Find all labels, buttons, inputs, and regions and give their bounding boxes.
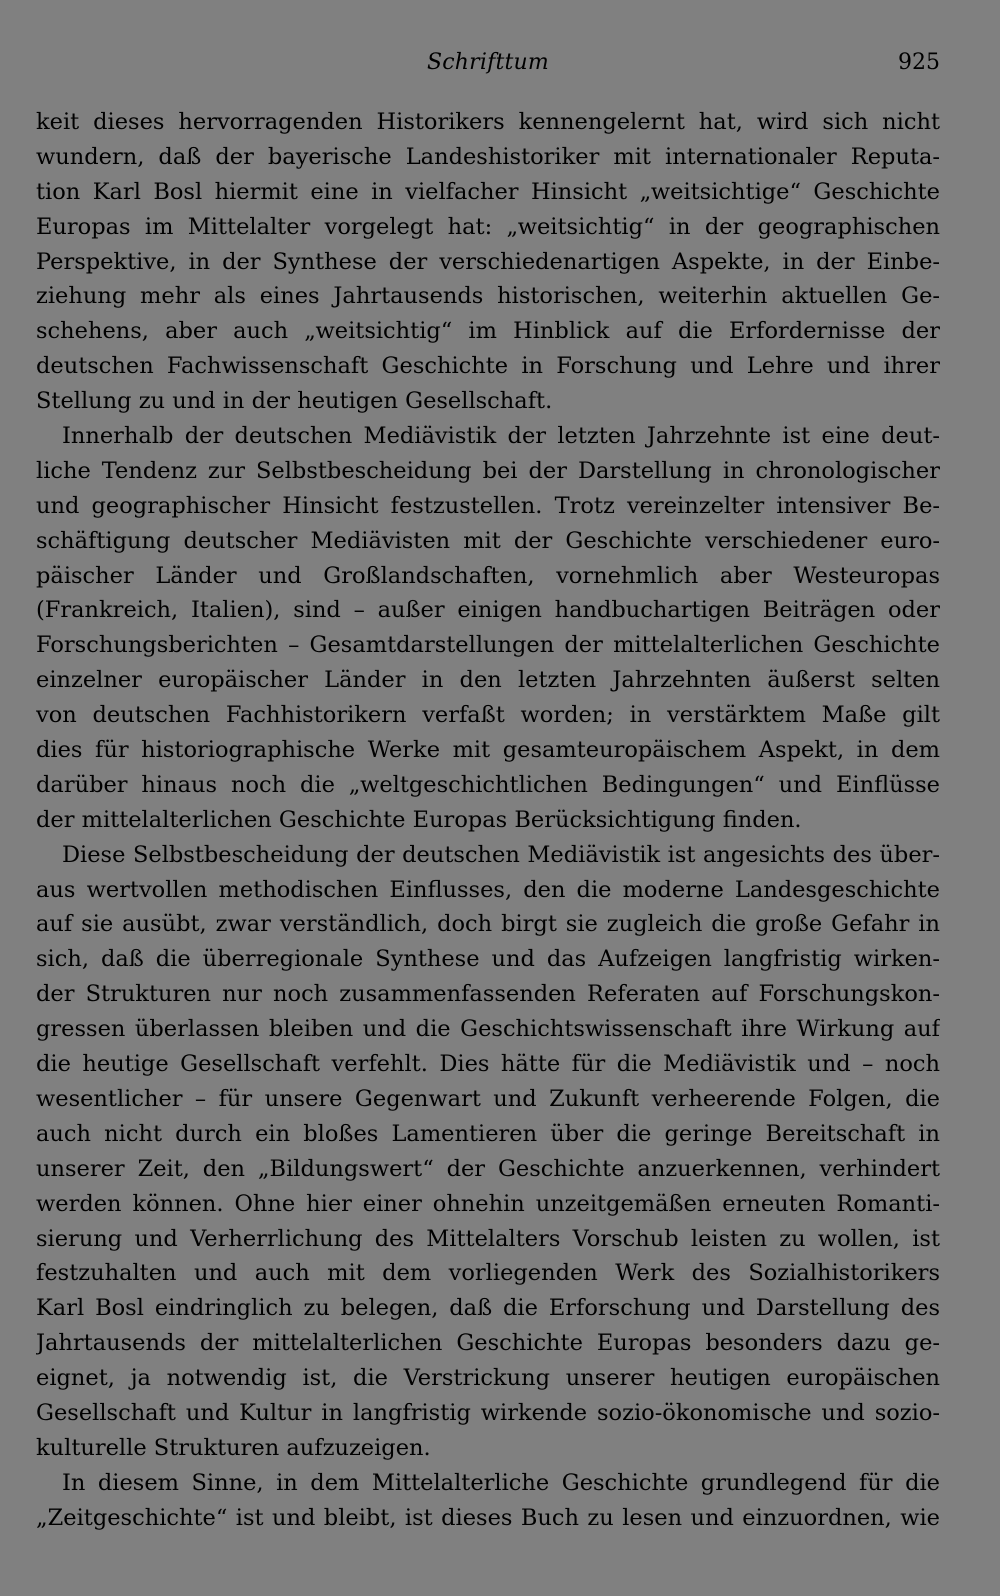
- text-line: aus wertvollen methodischen Einflusses, den die moderne Landesgeschichte: [36, 876, 940, 903]
- paragraph: [36, 838, 940, 1466]
- paragraph: [36, 419, 940, 838]
- text-line: werden können. Ohne hier einer ohnehin unzeitgemäßen erneuten Romanti-: [36, 1190, 940, 1217]
- text-line: Perspektive, in der Synthese der verschiedenartigen Aspekte, in der Einbe-: [36, 248, 940, 275]
- text-line: einzelner europäischer Länder in den letzten Jahrzehnten äußerst selten: [36, 667, 940, 694]
- text-line: unserer Zeit, den „Bildungswert“ der Geschichte anzuerkennen, verhindert: [36, 1155, 940, 1182]
- text-line: Forschungsberichten – Gesamtdarstellungen der mittelalterlichen Geschichte: [36, 632, 940, 659]
- text-line: auf sie ausübt, zwar verständlich, doch birgt sie zugleich die große Gefahr in: [36, 911, 940, 938]
- text-line: päischer Länder und Großlandschaften, vornehmlich aber Westeuropas: [36, 562, 940, 589]
- text-line: der mittelalterlichen Geschichte Europas Berücksichtigung finden.: [36, 806, 802, 833]
- paragraph: [36, 1466, 940, 1536]
- text-line: von deutschen Fachhistorikern verfaßt worden; in verstärktem Maße gilt: [36, 702, 940, 729]
- body-text: [36, 105, 940, 1536]
- text-line: die heutige Gesellschaft verfehlt. Dies hätte für die Mediävistik und – noch: [36, 1051, 940, 1078]
- text-line: wesentlicher – für unsere Gegenwart und Zukunft verheerende Folgen, die: [36, 1085, 940, 1112]
- text-line: dies für historiographische Werke mit gesamteuropäischem Aspekt, in dem: [36, 737, 940, 764]
- text-line: „Zeitgeschichte“ ist und bleibt, ist dieses Buch zu lesen und einzuordnen, wie: [36, 1504, 940, 1531]
- text-line: eignet, ja notwendig ist, die Verstrickung unserer heutigen europäischen: [36, 1365, 940, 1392]
- text-line: Jahrtausends der mittelalterlichen Geschichte Europas besonders dazu ge-: [36, 1330, 940, 1357]
- text-line: ziehung mehr als eines Jahrtausends historischen, weiterhin aktuellen Ge-: [36, 283, 940, 310]
- text-line: wundern, daß der bayerische Landeshistoriker mit internationaler Reputa-: [36, 143, 940, 170]
- text-line: Innerhalb der deutschen Mediävistik der letzten Jahrzehnte ist eine deut-: [62, 423, 940, 450]
- running-head: [36, 50, 940, 80]
- text-line: gressen überlassen bleiben und die Geschichtswissenschaft ihre Wirkung auf: [36, 1016, 940, 1043]
- text-line: Europas im Mittelalter vorgelegt hat: „weitsichtig“ in der geographischen: [36, 213, 940, 240]
- text-line: sich, daß die überregionale Synthese und das Aufzeigen langfristig wirken-: [36, 946, 940, 973]
- text-line: schehens, aber auch „weitsichtig“ im Hinblick auf die Erfordernisse der: [36, 318, 940, 345]
- text-line: kulturelle Strukturen aufzuzeigen.: [36, 1434, 431, 1461]
- text-line: auch nicht durch ein bloßes Lamentieren über die geringe Bereitschaft in: [36, 1120, 940, 1147]
- text-line: Stellung zu und in der heutigen Gesellschaft.: [36, 388, 553, 415]
- text-line: liche Tendenz zur Selbstbescheidung bei der Darstellung in chronologischer: [36, 457, 940, 484]
- text-line: tion Karl Bosl hiermit eine in vielfacher Hinsicht „weitsichtige“ Geschichte: [36, 178, 940, 205]
- text-line: keit dieses hervorragenden Historikers kennengelernt hat, wird sich nicht: [36, 109, 940, 135]
- text-line: Gesellschaft und Kultur in langfristig wirkende sozio-ökonomische und sozio-: [36, 1399, 940, 1426]
- text-line: sierung und Verherrlichung des Mittelalters Vorschub leisten zu wollen, ist: [36, 1225, 940, 1252]
- text-line: festzuhalten und auch mit dem vorliegenden Werk des Sozialhistorikers: [36, 1260, 940, 1287]
- text-line: der Strukturen nur noch zusammenfassenden Referaten auf Forschungskon-: [36, 981, 940, 1008]
- paragraph: [36, 105, 940, 419]
- text-line: In diesem Sinne, in dem Mittelalterliche Geschichte grundlegend für die: [62, 1469, 940, 1496]
- text-line: (Frankreich, Italien), sind – außer einigen handbuchartigen Beiträgen oder: [36, 597, 940, 624]
- running-title: Schrifttum: [427, 50, 549, 75]
- text-line: darüber hinaus noch die „weltgeschichtlichen Bedingungen“ und Einflüsse: [36, 771, 940, 798]
- text-line: Karl Bosl eindringlich zu belegen, daß die Erforschung und Darstellung des: [36, 1295, 940, 1322]
- text-line: schäftigung deutscher Mediävisten mit der Geschichte verschiedener euro-: [36, 527, 940, 554]
- text-line: und geographischer Hinsicht festzustellen. Trotz vereinzelter intensiver Be-: [36, 492, 940, 519]
- text-line: Diese Selbstbescheidung der deutschen Mediävistik ist angesichts des über-: [62, 841, 940, 868]
- text-line: deutschen Fachwissenschaft Geschichte in Forschung und Lehre und ihrer: [36, 353, 940, 380]
- page-number: 925: [898, 50, 940, 75]
